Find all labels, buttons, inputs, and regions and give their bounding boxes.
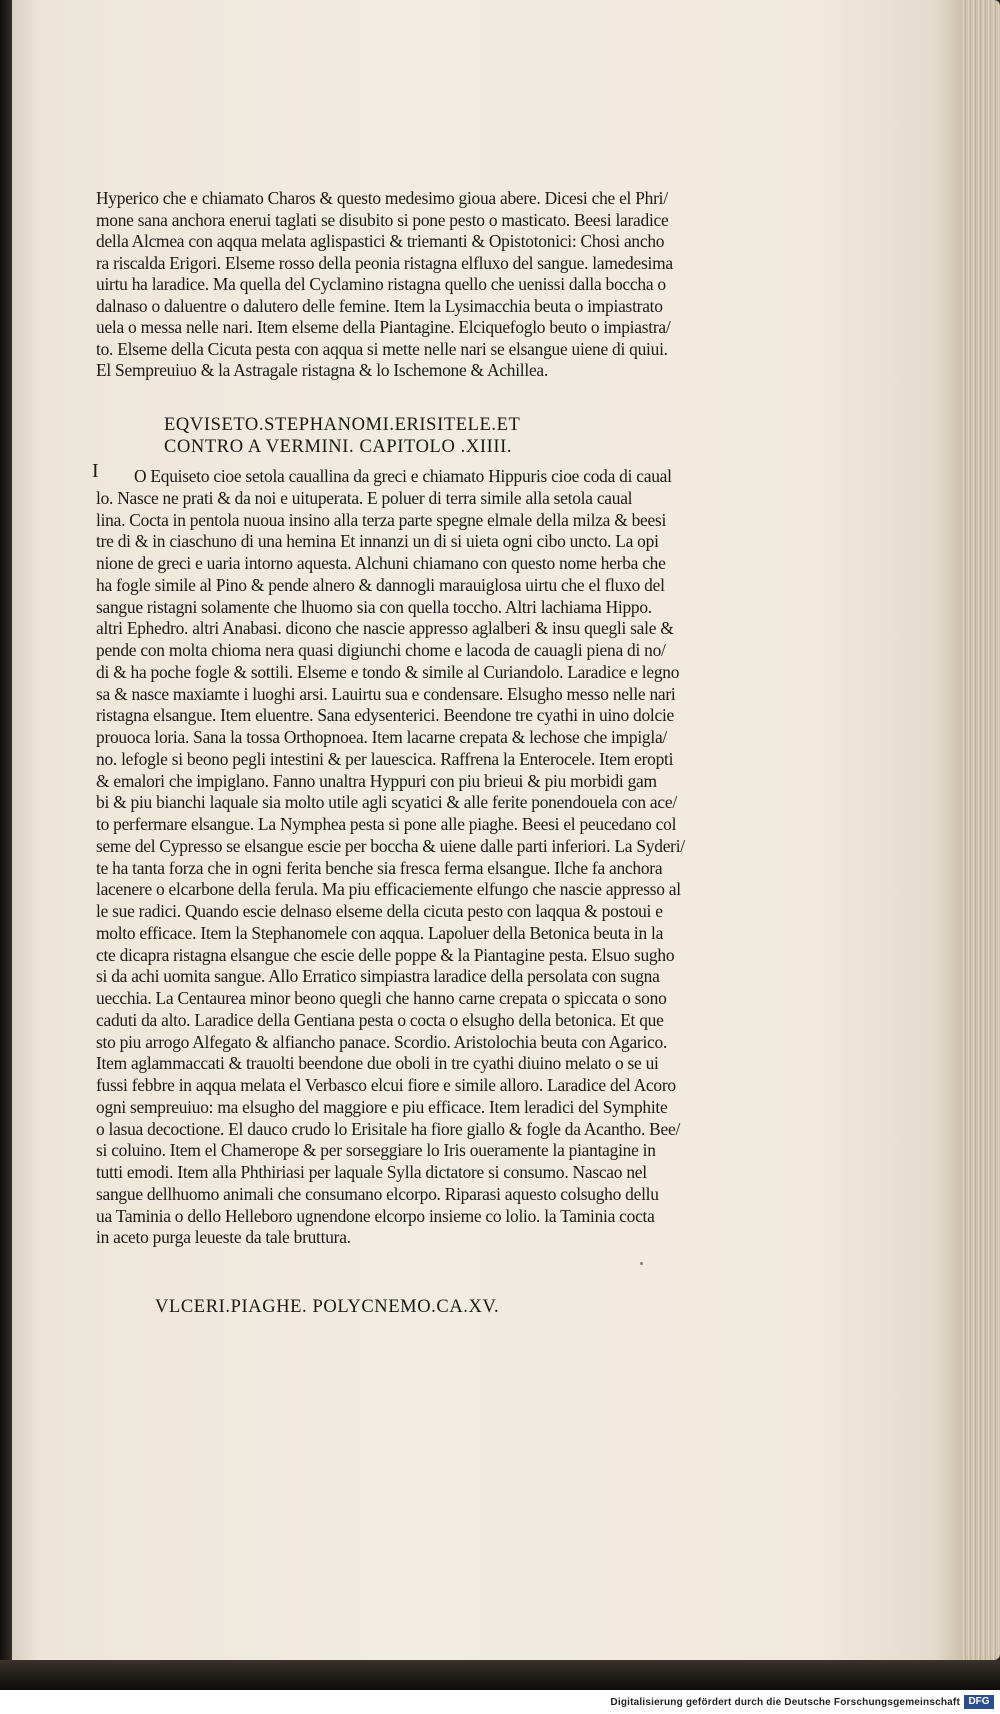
drop-initial: I [92,460,99,482]
text-line: uela o messa nelle nari. Item elseme della Piantagine. Elciquefoglo beuto o impiastra/ [96,317,671,337]
text-line: sto piu arrogo Alfegato & alfiancho panace. Scordio. Aristolochia beuta con Agarico. [96,1031,668,1052]
text-line: nione de greci e uaria intorno aquesta. Alchuni chiamano con questo nome herba che [96,553,666,573]
chapter-heading-15: VLCERI.PIAGHE. POLYCNEMO.CA.XV. [155,1297,500,1317]
text-line: lacenere o elcarbone della ferula. Ma piu efficaciemente elfungo che nascie appresso al [96,879,681,900]
text-line: seme del Cypresso se elsangue escie per boccha & uiene dalle parti inferiori. La Syderi/ [96,835,685,856]
text-line: caduti da alto. Laradice della Gentiana pesta o cocta o elsugho della betonica. Et que [96,1009,664,1030]
text-line: uecchia. La Centaurea minor beono quegli che hanno carne crepata o spiccata o sono [96,988,667,1008]
text-line: mone sana anchora enerui taglati se disubito si pone pesto o masticato. Beesi laradice [96,209,669,230]
text-line: di & ha poche fogle & sottili. Elseme e tondo & simile al Curiandolo. Laradice e legno [96,661,680,682]
text-line: to. Elseme della Cicuta pesta con aqqua si mette nelle nari se elsangue uiene di quiui. [96,338,668,359]
text-line: Hyperico che e chiamato Charos & questo medesimo gioua abere. Dicesi che el Phri/ [96,188,668,208]
text-line: della Alcmea con aqqua melata aglispastici & triemanti & Opistotonici: Chosi ancho [96,231,665,251]
heading-line: EQVISETO.STEPHANOMI.ERISITELE.ET [164,415,521,435]
text-line: prouoca loria. Sana la tossa Orthopnoea. Item lacarne crepata & lechose che impigla/ [96,727,668,747]
text-line: pende con molta chioma nera quasi digiunchi chome e lacoda de cauagli piena di no/ [96,640,666,660]
text-line: si coluino. Item el Chamerope & per sorseggiare lo Iris oueramente la piantagine in [96,1140,656,1161]
text-line: ra riscalda Erigori. Elseme rosso della peonia ristagna elfluxo del sangue. lamedesima [96,252,673,273]
text-line: El Sempreuiuo & la Astragale ristagna & lo Ischemone & Achillea. [96,360,548,380]
text-line: to perfermare elsangue. La Nymphea pesta si pone alle piaghe. Beesi el peucedano col [96,814,677,834]
text-line: te ha tanta forza che in ogni ferita benche sia fresca ferma elsangue. Ilche fa anchora [96,857,663,878]
text-line: ristagna elsangue. Item eluentre. Sana edysenterici. Beendone tre cyathi in uino dolcie [96,705,675,726]
text-line: ha fogle simile al Pino & pende alnero & dannogli marauiglosa uirtu che el fluxo del [96,574,665,595]
text-line: lina. Cocta in pentola nuoua insino alla terza parte spegne elmale della milza & beesi [96,509,667,530]
paper-speck [640,1262,643,1265]
text-line: in aceto purga leueste da tale bruttura. [96,1227,351,1248]
text-line: tutti emodi. Item alla Phthiriasi per laquale Sylla dictatore si consumo. Nascao nel [96,1162,647,1182]
text-line: sangue ristagni solamente che lhuomo sia con quella toccho. Altri lachiama Hippo. [96,596,652,617]
text-line: bi & piu bianchi laquale sia molto utile agli scyatici & alle ferite ponendouela con ace/ [96,792,677,813]
text-line: tre di & in ciaschuno di una hemina Et innanzi un di si uieta ogni cibo uncto. La opi [96,531,659,552]
page-fore-edge [962,0,1000,1660]
heading-line: CONTRO A VERMINI. CAPITOLO .XIIII. [164,437,513,457]
text-line: o lasua decoctione. El dauco crudo lo Erisitale ha fiore giallo & fogle da Acantho. Bee/ [96,1118,681,1139]
text-line: cte dicapra ristagna elsangue che escie delle poppe & la Piantagine pesta. Elsuo sugho [96,944,675,965]
bottom-shadow [0,1660,1000,1690]
chapter-heading-14 [164,414,520,458]
text-line: molto efficace. Item la Stephanomele con aqqua. Lapoluer della Betonica beuta in la [96,922,664,943]
text-line: dalnaso o daluentre o dalutero delle femine. Item la Lysimacchia beuta o impiastrato [96,295,663,316]
text-line: O Equiseto cioe setola cauallina da greci e chiamato Hippuris cioe coda di caual [134,466,672,486]
text-line: fussi febbre in aqqua melata el Verbasco elcui fiore e simile alloro. Laradice del Acoro [96,1075,676,1095]
text-line: le sue radici. Quando escie delnaso elseme della cicuta pesto con laqqua & postoui e [96,901,663,921]
text-line: & emalori che impiglano. Fanno unaltra Hyppuri con piu brieui & piu morbidi gam [96,770,657,791]
text-line: ogni sempreuiuo: ma elsugho del maggiore e piu efficace. Item leradici del Symphite [96,1096,668,1117]
text-line: si da achi uomita sangue. Allo Erratico simpiastra laradice della persolata con sugna [96,966,660,987]
text-line: Item aglammaccati & trauolti beendone due oboli in tre cyathi diuino melato o se ui [96,1053,659,1074]
footer-credit: Digitalisierung gefördert durch die Deutsche Forschungsgemeinschaft [610,1697,960,1708]
text-line: uirtu ha laradice. Ma quella del Cyclamino ristagna quello che uenissi dalla boccha o [96,274,666,294]
paragraph-2 [96,466,736,1249]
text-line: lo. Nasce ne prati & da noi e uituperata. E poluer di terra simile alla setola caual [96,487,633,508]
text-line: altri Ephedro. altri Anabasi. dicono che nascie appresso aglalberi & insu quegli sale & [96,618,674,639]
text-line: ua Taminia o dello Helleboro ugnendone elcorpo insieme co lolio. la Taminia cocta [96,1205,655,1226]
text-line: sangue dellhuomo animali che consumano elcorpo. Riparasi aquesto colsugho dellu [96,1183,659,1204]
dfg-logo: DFG [964,1695,994,1709]
text-line: sa & nasce maxiamte i luoghi arsi. Lauirtu sua e condensare. Elsugho messo nelle nari [96,683,676,704]
paragraph-1 [96,188,736,382]
text-line: no. lefogle si beono pegli intestini & per lauescica. Raffrena la Enterocele. Item eropti [96,748,674,769]
